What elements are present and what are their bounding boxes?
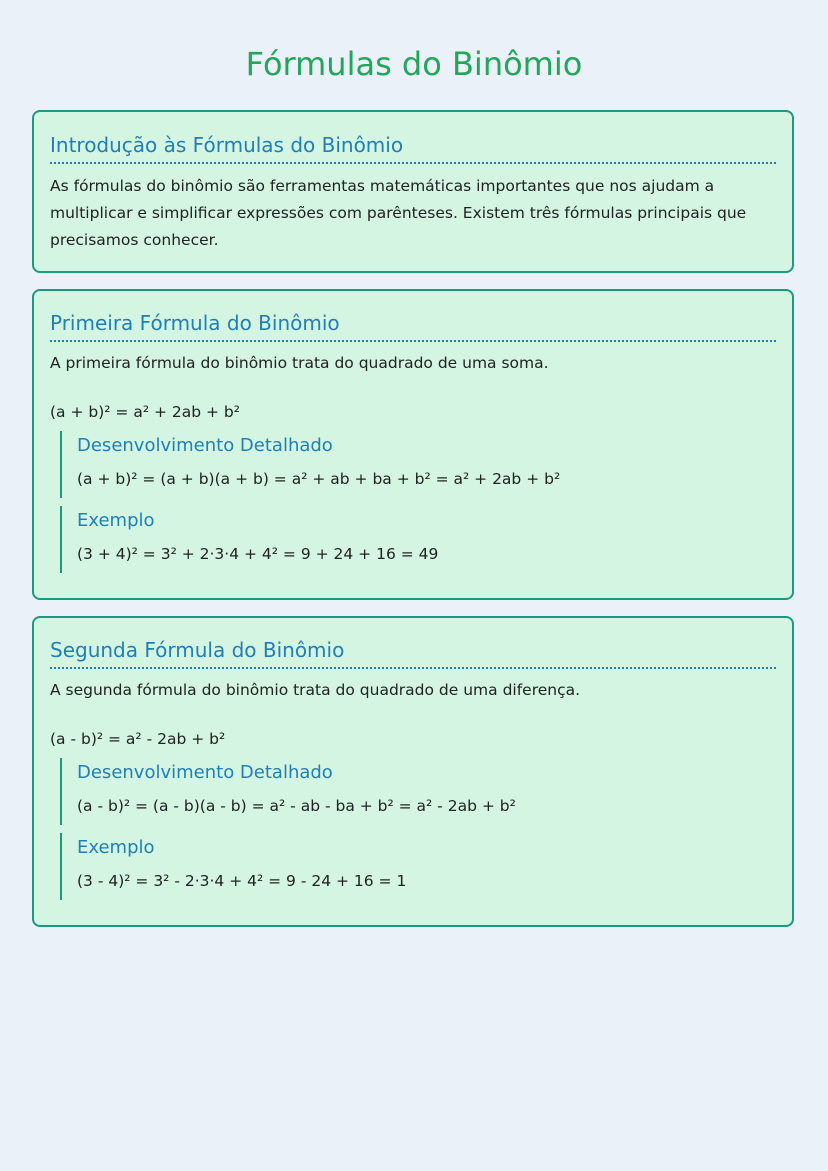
intro-heading: Introdução às Fórmulas do Binômio xyxy=(50,132,776,164)
first-formula-card xyxy=(32,289,794,600)
second-example-block xyxy=(60,833,776,900)
page-title: Fórmulas do Binômio xyxy=(245,45,583,83)
first-formula-heading: Primeira Fórmula do Binômio xyxy=(50,310,776,342)
second-formula-card xyxy=(32,616,794,927)
first-example-title: Exemplo xyxy=(77,510,155,531)
second-example-title: Exemplo xyxy=(77,837,155,858)
first-development-formula: (a + b)² = (a + b)(a + b) = a² + ab + ba + b² = a² + 2ab + b² xyxy=(77,470,561,488)
second-formula-heading: Segunda Fórmula do Binômio xyxy=(50,637,776,669)
first-formula: (a + b)² = a² + 2ab + b² xyxy=(50,403,240,421)
second-formula: (a - b)² = a² - 2ab + b² xyxy=(50,730,226,748)
intro-text: As fórmulas do binômio são ferramentas matemáticas importantes que nos ajudam a multiplicar e simplificar expressões com parênteses. Existem três fórmulas principais que precisamos conhecer. xyxy=(50,177,747,249)
first-formula-description: A primeira fórmula do binômio trata do quadrado de uma soma. xyxy=(50,354,549,372)
second-development-block xyxy=(60,758,776,825)
second-formula-description: A segunda fórmula do binômio trata do quadrado de uma diferença. xyxy=(50,681,581,699)
first-example-formula: (3 + 4)² = 3² + 2·3·4 + 4² = 9 + 24 + 16 = 49 xyxy=(77,545,439,563)
intro-card xyxy=(32,110,794,273)
first-example-block xyxy=(60,506,776,573)
first-development-block xyxy=(60,431,776,498)
second-development-formula: (a - b)² = (a - b)(a - b) = a² - ab - ba + b² = a² - 2ab + b² xyxy=(77,797,516,815)
second-development-title: Desenvolvimento Detalhado xyxy=(77,762,333,783)
second-example-formula: (3 - 4)² = 3² - 2·3·4 + 4² = 9 - 24 + 16 = 1 xyxy=(77,872,407,890)
first-development-title: Desenvolvimento Detalhado xyxy=(77,435,333,456)
